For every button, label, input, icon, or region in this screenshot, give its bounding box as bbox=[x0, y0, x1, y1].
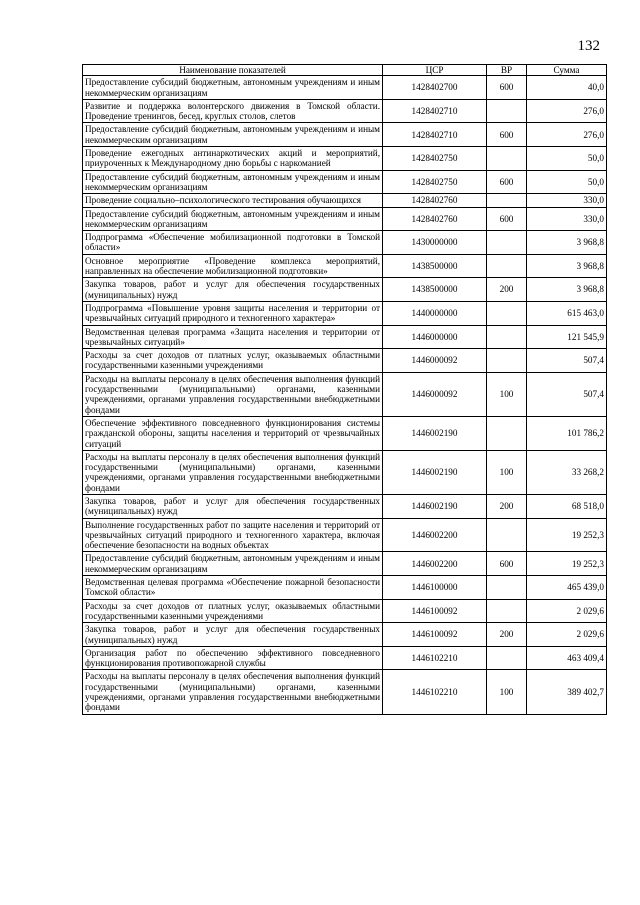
table-body bbox=[83, 76, 607, 714]
cell-vr bbox=[487, 599, 527, 623]
cell-name: Предоставление субсидий бюджетным, автономным учреждениям и иным некоммерческим организациям bbox=[83, 170, 383, 194]
cell-sum: 3 968,8 bbox=[527, 278, 607, 302]
cell-csr: 1446000000 bbox=[383, 325, 487, 349]
page-number: 132 bbox=[577, 38, 600, 54]
table-row bbox=[83, 301, 607, 325]
cell-csr: 1446002190 bbox=[383, 450, 487, 494]
cell-sum: 2 029,6 bbox=[527, 623, 607, 647]
cell-csr: 1446002200 bbox=[383, 518, 487, 552]
header-sum: Сумма bbox=[527, 65, 607, 76]
cell-csr: 1428402700 bbox=[383, 76, 487, 100]
table-header-row bbox=[83, 65, 607, 76]
cell-name: Организация работ по обеспечению эффективного повседневного функционирования противопожарной службы bbox=[83, 646, 383, 670]
cell-csr: 1446102210 bbox=[383, 646, 487, 670]
table-row bbox=[83, 450, 607, 494]
table-row bbox=[83, 325, 607, 349]
cell-vr bbox=[487, 349, 527, 373]
cell-csr: 1438500000 bbox=[383, 254, 487, 278]
cell-sum: 19 252,3 bbox=[527, 518, 607, 552]
cell-vr: 600 bbox=[487, 76, 527, 100]
cell-name: Основное мероприятие «Проведение комплекса мероприятий, направленных на обеспечение мобилизационной подготовки» bbox=[83, 254, 383, 278]
table-row bbox=[83, 646, 607, 670]
cell-vr: 600 bbox=[487, 123, 527, 147]
table-row bbox=[83, 494, 607, 518]
table-row bbox=[83, 254, 607, 278]
cell-sum: 615 463,0 bbox=[527, 301, 607, 325]
cell-vr bbox=[487, 518, 527, 552]
cell-csr: 1428402750 bbox=[383, 147, 487, 171]
cell-vr: 600 bbox=[487, 552, 527, 576]
cell-vr bbox=[487, 99, 527, 123]
cell-sum: 389 402,7 bbox=[527, 670, 607, 714]
cell-sum: 330,0 bbox=[527, 207, 607, 231]
cell-vr: 200 bbox=[487, 623, 527, 647]
cell-sum: 19 252,3 bbox=[527, 552, 607, 576]
table-row bbox=[83, 599, 607, 623]
table-row bbox=[83, 170, 607, 194]
cell-name: Предоставление субсидий бюджетным, автономным учреждениям и иным некоммерческим организациям bbox=[83, 76, 383, 100]
table-row bbox=[83, 623, 607, 647]
cell-name: Обеспечение эффективного повседневного функционирования системы гражданской обороны, защиты населения и территорий от чрезвычайных ситуаций bbox=[83, 416, 383, 450]
table-row bbox=[83, 123, 607, 147]
cell-sum: 507,4 bbox=[527, 349, 607, 373]
cell-vr: 600 bbox=[487, 207, 527, 231]
cell-sum: 121 545,9 bbox=[527, 325, 607, 349]
cell-csr: 1446102210 bbox=[383, 670, 487, 714]
cell-vr bbox=[487, 194, 527, 207]
cell-csr: 1428402710 bbox=[383, 99, 487, 123]
cell-name: Предоставление субсидий бюджетным, автономным учреждениям и иным некоммерческим организациям bbox=[83, 552, 383, 576]
cell-csr: 1438500000 bbox=[383, 278, 487, 302]
header-csr: ЦСР bbox=[383, 65, 487, 76]
cell-csr: 1446100092 bbox=[383, 623, 487, 647]
table-row bbox=[83, 349, 607, 373]
cell-sum: 68 518,0 bbox=[527, 494, 607, 518]
cell-sum: 33 268,2 bbox=[527, 450, 607, 494]
cell-name: Развитие и поддержка волонтерского движения в Томской области. Проведение тренингов, бесед, круглых столов, слетов bbox=[83, 99, 383, 123]
cell-vr bbox=[487, 646, 527, 670]
cell-sum: 101 786,2 bbox=[527, 416, 607, 450]
cell-name: Выполнение государственных работ по защите населения и территорий от чрезвычайных ситуаций природного и техногенного характера, включая обеспечение безопасности на водных объектах bbox=[83, 518, 383, 552]
cell-csr: 1446002190 bbox=[383, 416, 487, 450]
cell-csr: 1446002200 bbox=[383, 552, 487, 576]
cell-csr: 1428402760 bbox=[383, 194, 487, 207]
table-row bbox=[83, 576, 607, 600]
cell-name: Расходы на выплаты персоналу в целях обеспечения выполнения функций государственными (муниципальными) органами, казенными учреждениями, органами управления государственными внебюджетными фондами bbox=[83, 670, 383, 714]
cell-name: Закупка товаров, работ и услуг для обеспечения государственных (муниципальных) нужд bbox=[83, 278, 383, 302]
table-row bbox=[83, 207, 607, 231]
cell-sum: 2 029,6 bbox=[527, 599, 607, 623]
table-row bbox=[83, 518, 607, 552]
header-vr: ВР bbox=[487, 65, 527, 76]
cell-sum: 50,0 bbox=[527, 170, 607, 194]
cell-csr: 1446002190 bbox=[383, 494, 487, 518]
table-row bbox=[83, 194, 607, 207]
cell-vr bbox=[487, 576, 527, 600]
table-row bbox=[83, 99, 607, 123]
cell-sum: 276,0 bbox=[527, 123, 607, 147]
cell-vr bbox=[487, 416, 527, 450]
cell-name: Закупка товаров, работ и услуг для обеспечения государственных (муниципальных) нужд bbox=[83, 494, 383, 518]
cell-csr: 1428402710 bbox=[383, 123, 487, 147]
table-row bbox=[83, 147, 607, 171]
cell-name: Расходы на выплаты персоналу в целях обеспечения выполнения функций государственными (муниципальными) органами, казенными учреждениями, органами управления государственными внебюджетными фондами bbox=[83, 372, 383, 416]
cell-sum: 507,4 bbox=[527, 372, 607, 416]
cell-vr bbox=[487, 325, 527, 349]
cell-sum: 276,0 bbox=[527, 99, 607, 123]
budget-table bbox=[82, 64, 607, 715]
cell-name: Предоставление субсидий бюджетным, автономным учреждениям и иным некоммерческим организациям bbox=[83, 207, 383, 231]
cell-sum: 3 968,8 bbox=[527, 231, 607, 255]
cell-vr bbox=[487, 147, 527, 171]
cell-vr bbox=[487, 301, 527, 325]
table-row bbox=[83, 416, 607, 450]
header-name: Наименование показателей bbox=[83, 65, 383, 76]
cell-name: Ведомственная целевая программа «Защита населения и территории от чрезвычайных ситуаций» bbox=[83, 325, 383, 349]
cell-csr: 1428402760 bbox=[383, 207, 487, 231]
table-row bbox=[83, 278, 607, 302]
cell-vr: 200 bbox=[487, 494, 527, 518]
cell-vr: 200 bbox=[487, 278, 527, 302]
cell-name: Расходы на выплаты персоналу в целях обеспечения выполнения функций государственными (муниципальными) органами, казенными учреждениями, органами управления государственными внебюджетными фондами bbox=[83, 450, 383, 494]
cell-name: Подпрограмма «Повышение уровня защиты населения и территории от чрезвычайных ситуаций природного и техногенного характера» bbox=[83, 301, 383, 325]
cell-csr: 1430000000 bbox=[383, 231, 487, 255]
table-row bbox=[83, 372, 607, 416]
cell-name: Закупка товаров, работ и услуг для обеспечения государственных (муниципальных) нужд bbox=[83, 623, 383, 647]
table-row bbox=[83, 231, 607, 255]
cell-name: Проведение социально–психологического тестирования обучающихся bbox=[83, 194, 383, 207]
cell-csr: 1446100000 bbox=[383, 576, 487, 600]
cell-vr: 100 bbox=[487, 450, 527, 494]
cell-name: Проведение ежегодных антинаркотических акций и мероприятий, приуроченных к Международному дню борьбы с наркоманией bbox=[83, 147, 383, 171]
cell-sum: 465 439,0 bbox=[527, 576, 607, 600]
cell-vr: 100 bbox=[487, 372, 527, 416]
cell-sum: 463 409,4 bbox=[527, 646, 607, 670]
cell-sum: 50,0 bbox=[527, 147, 607, 171]
cell-csr: 1440000000 bbox=[383, 301, 487, 325]
cell-name: Расходы за счет доходов от платных услуг, оказываемых областными государственными казенными учреждениями bbox=[83, 599, 383, 623]
cell-csr: 1428402750 bbox=[383, 170, 487, 194]
cell-vr bbox=[487, 231, 527, 255]
table-row bbox=[83, 552, 607, 576]
cell-sum: 330,0 bbox=[527, 194, 607, 207]
cell-vr: 600 bbox=[487, 170, 527, 194]
cell-vr: 100 bbox=[487, 670, 527, 714]
cell-name: Расходы за счет доходов от платных услуг, оказываемых областными государственными казенными учреждениями bbox=[83, 349, 383, 373]
cell-csr: 1446100092 bbox=[383, 599, 487, 623]
cell-csr: 1446000092 bbox=[383, 349, 487, 373]
table-row bbox=[83, 76, 607, 100]
table-row bbox=[83, 670, 607, 714]
cell-sum: 40,0 bbox=[527, 76, 607, 100]
cell-vr bbox=[487, 254, 527, 278]
cell-name: Предоставление субсидий бюджетным, автономным учреждениям и иным некоммерческим организациям bbox=[83, 123, 383, 147]
cell-name: Ведомственная целевая программа «Обеспечение пожарной безопасности Томской области» bbox=[83, 576, 383, 600]
cell-csr: 1446000092 bbox=[383, 372, 487, 416]
cell-sum: 3 968,8 bbox=[527, 254, 607, 278]
cell-name: Подпрограмма «Обеспечение мобилизационной подготовки в Томской области» bbox=[83, 231, 383, 255]
